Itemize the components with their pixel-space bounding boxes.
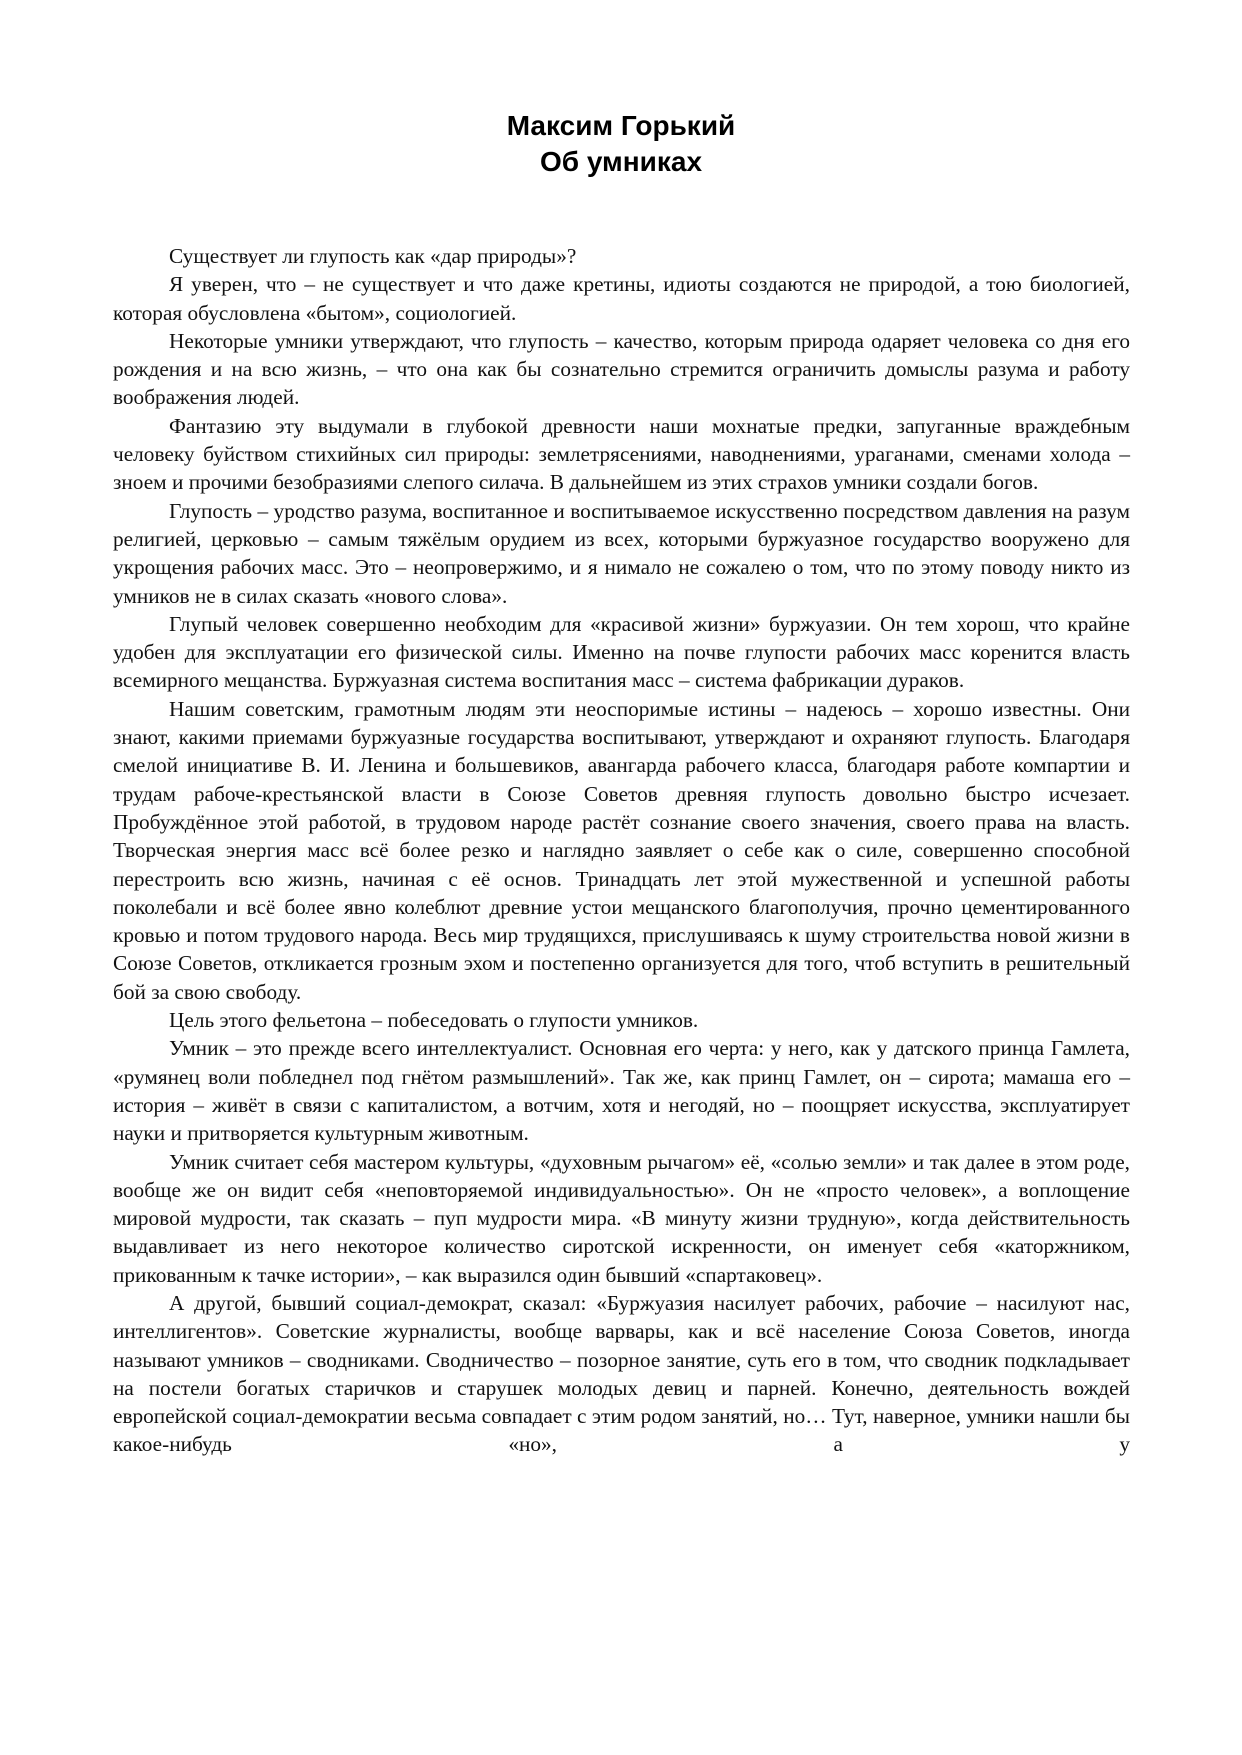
paragraph: Я уверен, что – не существует и что даже кретины, идиоты создаются не природой, а тою биологией, которая обусловлена «бытом», социологией. xyxy=(113,272,1130,325)
paragraph: Фантазию эту выдумали в глубокой древности наши мохнатые предки, запуганные враждебным человеку буйством стихийных сил природы: землетрясениями, наводнениями, ураганами, сменами холода – зноем и прочими безобразиями слепого силача. В дальнейшем из этих страхов умники создали богов. xyxy=(113,413,1130,495)
paragraph: Умник – это прежде всего интеллектуалист. Основная его черта: у него, как у датского принца Гамлета, «румянец воли побледнел под гнётом размышлений». Так же, как принц Гамлет, он – сирота; мамаша его – история – живёт в связи с капиталистом, а вотчим, хотя и негодяй, но – поощряет искусства, эксплуатирует науки и притворяется культурным животным. xyxy=(113,1036,1130,1146)
paragraph: Существует ли глупость как «дар природы»? xyxy=(169,244,577,268)
paragraph: Некоторые умники утверждают, что глупость – качество, которым природа одаряет человека со дня его рождения и на всю жизнь, – что она как бы сознательно стремится ограничить домыслы разума и работу воображения людей. xyxy=(113,328,1130,410)
paragraph: А другой, бывший социал-демократ, сказал: «Буржуазия насилует рабочих, рабочие – насилуют нас, интеллигентов». Советские журналисты, вообще варвары, как и всё население Союза Советов, иногда называют умников – сводниками. Сводничество – позорное занятие, суть его в том, что сводник подкладывает на постели богатых старичков и старушек молодых девиц и парней. Конечно, деятельность вождей европейской социал-демократии весьма совпадает с этим родом занятий, но… Тут, наверное, умники нашли бы какое-нибудь «но», а у xyxy=(113,1290,1130,1457)
document-header xyxy=(0,108,1242,180)
author-name: Максим Горький xyxy=(506,110,736,141)
article-body xyxy=(113,242,1130,1459)
paragraph: Нашим советским, грамотным людям эти неоспоримые истины – надеюсь – хорошо известны. Они знают, какими приемами буржуазные государства воспитывают, утверждают и охраняют глупость. Благодаря смелой инициативе В. И. Ленина и большевиков, авангарда рабочего класса, благодаря работе компартии и трудам рабоче-крестьянской власти в Союзе Советов древняя глупость довольно быстро исчезает. Пробуждённое этой работой, в трудовом народе растёт сознание своего значения, своего права на власть. Творческая энергия масс всё более резко и наглядно заявляет о себе как о силе, совершенно способной перестроить всю жизнь, начиная с её основ. Тринадцать лет этой мужественной и успешной работы поколебали и всё более явно колеблют древние устои мещанского благополучия, прочно цементированного кровью и потом трудового народа. Весь мир трудящихся, прислушиваясь к шуму строительства новой жизни в Союзе Советов, откликается грозным эхом и постепенно организуется для того, чтоб вступить в решительный бой за свою свободу. xyxy=(113,696,1130,1004)
document-title: Об умниках xyxy=(539,146,703,177)
paragraph: Умник считает себя мастером культуры, «духовным рычагом» её, «солью земли» и так далее в этом роде, вообще же он видит себя «неповторяемой индивидуальностью». Он не «просто человек», а воплощение мировой мудрости, так сказать – пуп мудрости мира. «В минуту жизни трудную», когда действительность выдавливает из него некоторое количество сиротской искренности, он именует себя «каторжником, прикованным к тачке истории», – как выразился один бывший «спартаковец». xyxy=(113,1149,1130,1287)
paragraph: Глупость – уродство разума, воспитанное и воспитываемое искусственно посредством давления на разум религией, церковью – самым тяжёлым орудием из всех, которыми буржуазное государство вооружено для укрощения рабочих масс. Это – неопровержимо, и я нимало не сожалею о том, что по этому поводу никто из умников не в силах сказать «нового слова». xyxy=(113,498,1130,608)
paragraph: Цель этого фельетона – побеседовать о глупости умников. xyxy=(169,1008,699,1033)
paragraph: Глупый человек совершенно необходим для «красивой жизни» буржуазии. Он тем хорош, что крайне удобен для эксплуатации его физической силы. Именно на почве глупости рабочих масс коренится власть всемирного мещанства. Буржуазная система воспитания масс – система фабрикации дураков. xyxy=(113,611,1130,693)
